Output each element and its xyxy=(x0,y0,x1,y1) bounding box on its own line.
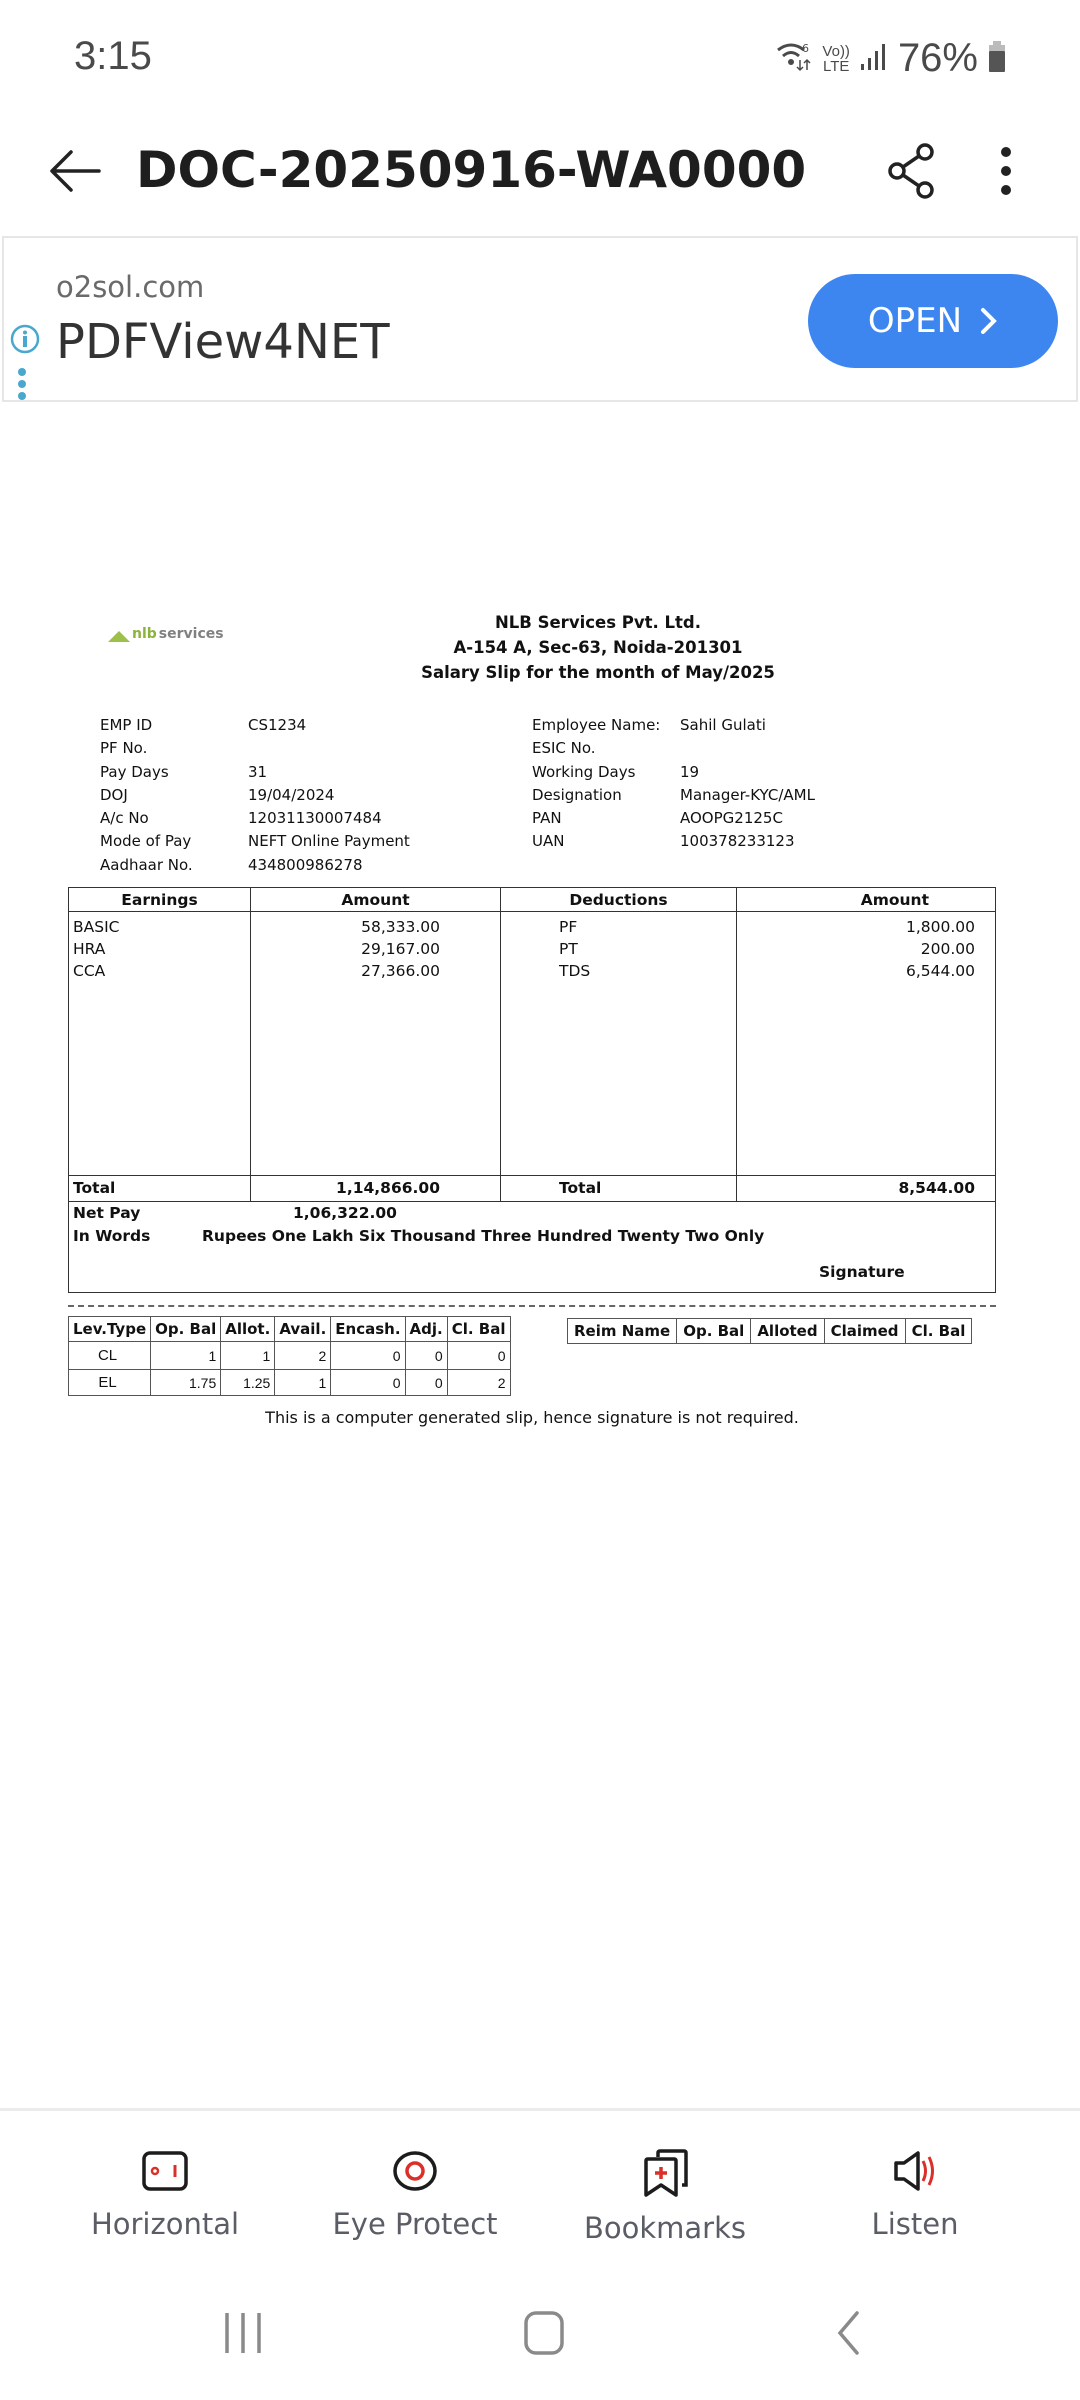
battery-percent: 76% xyxy=(897,36,978,80)
back-arrow-icon xyxy=(49,149,101,193)
header-deductions-amount: Amount xyxy=(860,890,929,909)
share-icon xyxy=(887,142,937,200)
totals-row: Total 1,14,866.00 Total 8,544.00 xyxy=(69,1176,995,1202)
employee-info-right xyxy=(532,714,815,854)
pdf-page[interactable] xyxy=(0,402,1080,2107)
ad-open-label: OPEN xyxy=(867,301,963,341)
more-vertical-icon xyxy=(999,146,1013,196)
system-nav-bar xyxy=(0,2268,1080,2400)
status-bar xyxy=(0,0,1080,120)
net-pay-value: 1,06,322.00 xyxy=(293,1204,397,1222)
logo-triangle-icon xyxy=(108,630,130,642)
header-earnings-amount: Amount xyxy=(251,888,501,911)
wifi-icon xyxy=(776,40,812,78)
deductions-total: 8,544.00 xyxy=(898,1179,975,1197)
table-body xyxy=(69,912,995,1176)
status-icons xyxy=(776,36,1006,81)
info-row: Pay Days 31 xyxy=(100,762,268,781)
table-row: EL 1.75 1.25 1 0 0 2 xyxy=(69,1370,511,1396)
deduction-names: PF PT TDS xyxy=(501,912,737,1175)
info-row: A/c No 12031130007484 xyxy=(100,809,382,828)
bottom-toolbar xyxy=(0,2108,1080,2268)
earnings-deductions-table xyxy=(68,887,996,1293)
listen-icon xyxy=(890,2149,940,2193)
deduction-amounts: 1,800.00 200.00 6,544.00 xyxy=(905,918,975,980)
earnings-total: 1,14,866.00 xyxy=(251,1176,501,1201)
slip-period: Salary Slip for the month of May/2025 xyxy=(421,663,775,682)
net-pay-in-words: Rupees One Lakh Six Thousand Three Hundred Twenty Two Only xyxy=(202,1227,765,1245)
header-deductions: Deductions xyxy=(501,888,737,911)
ad-app-name: PDFView4NET xyxy=(56,314,390,370)
recent-apps-button[interactable] xyxy=(198,2298,288,2368)
leave-header-row: Lev.Type Op. Bal Allot. Avail. Encash. Adj. Cl. Bal xyxy=(69,1317,511,1342)
status-time: 3:15 xyxy=(74,34,152,78)
eye-protect-button[interactable]: Eye Protect xyxy=(290,2111,540,2268)
slip-header xyxy=(298,610,898,685)
info-row: ESIC No. xyxy=(532,739,596,758)
document-title: DOC-20250916-WA0000 xyxy=(136,141,807,199)
info-row: PAN AOOPG2125C xyxy=(532,809,783,828)
nav-back-icon xyxy=(833,2310,863,2356)
back-button[interactable] xyxy=(40,136,110,206)
earnings-names: BASIC HRA CCA xyxy=(69,912,251,1175)
home-icon xyxy=(522,2310,566,2356)
info-row: Working Days 19 xyxy=(532,762,700,781)
ad-info-icon[interactable] xyxy=(10,324,40,358)
info-row: PF No. xyxy=(100,739,148,758)
more-options-button[interactable] xyxy=(976,134,1036,208)
volte-indicator: Vo)) LTE xyxy=(822,42,850,75)
horizontal-button[interactable]: Horizontal xyxy=(40,2111,290,2268)
ad-banner[interactable] xyxy=(2,236,1078,402)
info-row: EMP ID CS1234 xyxy=(100,716,307,734)
info-row: Employee Name: Sahil Gulati xyxy=(532,716,766,734)
svg-text:6: 6 xyxy=(802,41,810,55)
employee-info-left xyxy=(100,714,410,877)
company-address: A-154 A, Sec-63, Noida-201301 xyxy=(453,638,743,657)
nav-back-button[interactable] xyxy=(803,2298,893,2368)
bookmarks-button[interactable]: Bookmarks xyxy=(540,2111,790,2268)
table-row: CL 1 1 2 0 0 0 xyxy=(69,1342,511,1370)
table-header xyxy=(69,888,995,912)
ad-options-icon[interactable] xyxy=(18,368,26,400)
company-logo: nlb services xyxy=(108,626,224,642)
info-row: Designation Manager-KYC/AML xyxy=(532,785,815,804)
divider xyxy=(68,1305,996,1307)
signature-label: Signature xyxy=(819,1263,905,1281)
leave-table xyxy=(68,1316,511,1396)
battery-icon xyxy=(988,41,1006,77)
bookmarks-icon xyxy=(640,2149,690,2197)
footer-note: This is a computer generated slip, hence signature is not required. xyxy=(265,1408,799,1427)
info-row: Aadhaar No. 434800986278 xyxy=(100,855,363,874)
info-row: Mode of Pay NEFT Online Payment xyxy=(100,832,410,851)
share-button[interactable] xyxy=(880,134,944,208)
eye-protect-icon xyxy=(390,2149,440,2193)
signal-icon xyxy=(860,42,888,76)
net-pay-section: Net Pay 1,06,322.00 In Words Rupees One Lakh Six Thousand Three Hundred Twenty Two Only Signature xyxy=(73,1204,905,1281)
ad-open-button[interactable] xyxy=(808,274,1058,368)
ad-domain: o2sol.com xyxy=(56,270,205,304)
recent-apps-icon xyxy=(221,2311,265,2355)
info-row: DOJ 19/04/2024 xyxy=(100,785,335,804)
company-name: NLB Services Pvt. Ltd. xyxy=(494,613,702,632)
app-bar xyxy=(0,120,1080,235)
reimbursement-table xyxy=(567,1318,972,1344)
reim-header-row: Reim Name Op. Bal Alloted Claimed Cl. Bal xyxy=(568,1319,972,1344)
chevron-right-icon xyxy=(980,307,998,335)
header-earnings: Earnings xyxy=(69,888,251,911)
listen-button[interactable]: Listen xyxy=(790,2111,1040,2268)
home-button[interactable] xyxy=(499,2298,589,2368)
horizontal-icon xyxy=(140,2149,190,2193)
info-row: UAN 100378233123 xyxy=(532,832,795,851)
earnings-amounts: 58,333.00 29,167.00 27,366.00 xyxy=(251,912,501,1175)
